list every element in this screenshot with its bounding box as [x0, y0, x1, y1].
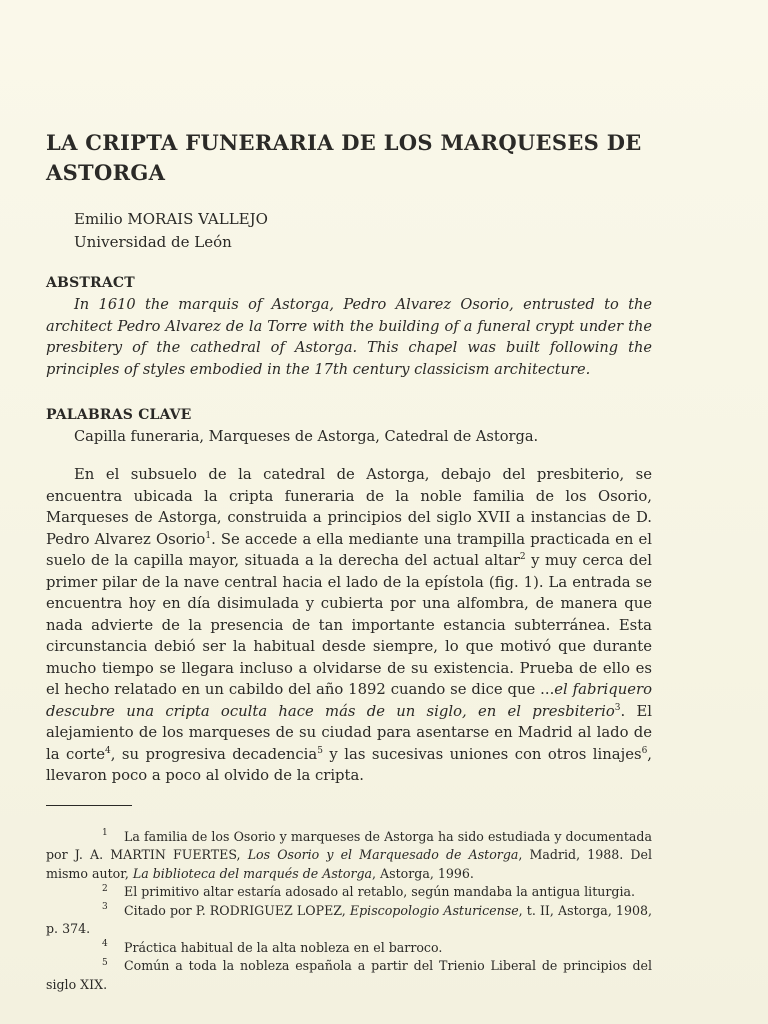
keywords-heading: PALABRAS CLAVE [46, 407, 192, 423]
body-text [46, 464, 652, 787]
footnote-text: Citado por P. RODRIGUEZ LOPEZ, [124, 902, 350, 918]
abstract-section [46, 272, 652, 380]
author-affiliation: Universidad de León [74, 233, 232, 251]
footnote-text: Común a toda la nobleza española a partir del Trienio Liberal de principios del siglo XIX. [46, 958, 652, 992]
abstract-heading: ABSTRACT [46, 275, 135, 291]
article-title [46, 128, 652, 188]
footnote-1: 1 La familia de los Osorio y marqueses de Astorga ha sido estudiada y documentada por J. A. MARTIN FUERTES, Los Osorio y el Marquesado de Astorga, Madrid, 1988. Del mismo autor, La biblioteca del marqués de Astorga, Astorga, 1996. [46, 828, 652, 881]
footnote-text: , Madrid, 1988. Del mismo autor, [46, 847, 652, 881]
keywords-section [46, 404, 652, 448]
body-span: . El alejamiento de los marqueses de su ciudad para asentarse en Madrid al lado de la corte [46, 702, 652, 763]
article-column [46, 128, 652, 994]
body-span: En el subsuelo de la catedral de Astorga, debajo del presbiterio, se encuentra ubicada la cripta funeraria de la noble familia de los Osorio, Marqueses de Astorga, construida a principios del siglo XVII a instancias de D. Pedro Alvarez Osorio [46, 466, 652, 548]
footnote-title: La biblioteca del marqués de Astorga [132, 865, 373, 881]
quoted-text: el fabriquero descubre una cripta oculta hace más de un siglo, en el presbiterio [46, 681, 652, 720]
footnote-4: 4 Práctica habitual de la alta nobleza en el barroco. [102, 939, 443, 955]
body-paragraph [46, 464, 652, 787]
body-span: . Se accede a ella mediante una trampilla practicada en el suelo de la capilla mayor, situada a la derecha del actual altar [46, 530, 653, 569]
footnote-2: 2 El primitivo altar estaría adosado al retablo, según mandaba la antigua liturgia. [102, 883, 635, 899]
footnote-ref[interactable]: 3 [614, 702, 621, 713]
abstract-text: In 1610 the marquis of Astorga, Pedro Alvarez Osorio, entrusted to the architect Pedro Alvarez de la Torre with the building of a funeral crypt under the presbitery of the cathedral of Astorga. This chapel was built following the principles of styles embodied in the 17th century classicism architecture. [46, 296, 652, 378]
footnote-text: , t. II, Astorga, 1908, p. 374. [46, 902, 652, 936]
footnote-ref[interactable]: 2 [519, 552, 526, 563]
author-name: Emilio MORAIS VALLEJO [74, 210, 268, 228]
footnote-ref[interactable]: 4 [105, 745, 111, 756]
footnotes [46, 828, 652, 995]
title-line-1: LA CRIPTA FUNERARIA DE LOS MARQUESES DE [46, 130, 642, 155]
body-span: y muy cerca del primer pilar de la nave central hacia el lado de la epístola (fig. 1). La entrada se encuentra hoy en día disimulada y cubierta por una alfombra, de manera que nada advierte de la presencia de tan importante estancia subterránea. Esta circunstancia debió ser la habitual desde siempre, lo que motivó que durante mucho tiempo se llegara incluso a olvidarse de su existencia. Prueba de ello es el hecho relatado en un cabildo del año 1892 cuando se dice que ... [46, 552, 653, 698]
footnote-text: El primitivo altar estaría adosado al retablo, según mandaba la antigua liturgia. [124, 884, 635, 899]
author-block [74, 208, 652, 254]
footnote-text: Práctica habitual de la alta nobleza en el barroco. [124, 939, 443, 955]
footnote-ref[interactable]: 5 [317, 745, 323, 756]
footnote-3: 3 Citado por P. RODRIGUEZ LOPEZ, Episcopologio Asturicense, t. II, Astorga, 1908, p. 374. [46, 902, 652, 936]
footnote-text: , Astorga, 1996. [372, 865, 474, 881]
body-span: , su progresiva decadencia [110, 745, 318, 763]
footnote-ref[interactable]: 1 [205, 530, 212, 541]
body-span: , llevaron poco a poco al olvido de la cripta. [46, 745, 653, 784]
footnote-title: Episcopologio Asturicense [349, 902, 519, 918]
footnote-text: La familia de los Osorio y marqueses de Astorga ha sido estudiada y documentada por J. A. MARTIN FUERTES, [46, 828, 652, 862]
footnote-title: Los Osorio y el Marquesado de Astorga [247, 847, 519, 862]
keywords-text: Capilla funeraria, Marqueses de Astorga, Catedral de Astorga. [74, 428, 539, 445]
footnote-divider [46, 805, 132, 806]
footnote-ref[interactable]: 6 [641, 745, 648, 756]
footnote-5: 5 Común a toda la nobleza española a partir del Trienio Liberal de principios del siglo XIX. [46, 957, 652, 992]
body-span: y las sucesivas uniones con otros linajes [322, 745, 642, 763]
title-line-2: ASTORGA [46, 160, 166, 185]
